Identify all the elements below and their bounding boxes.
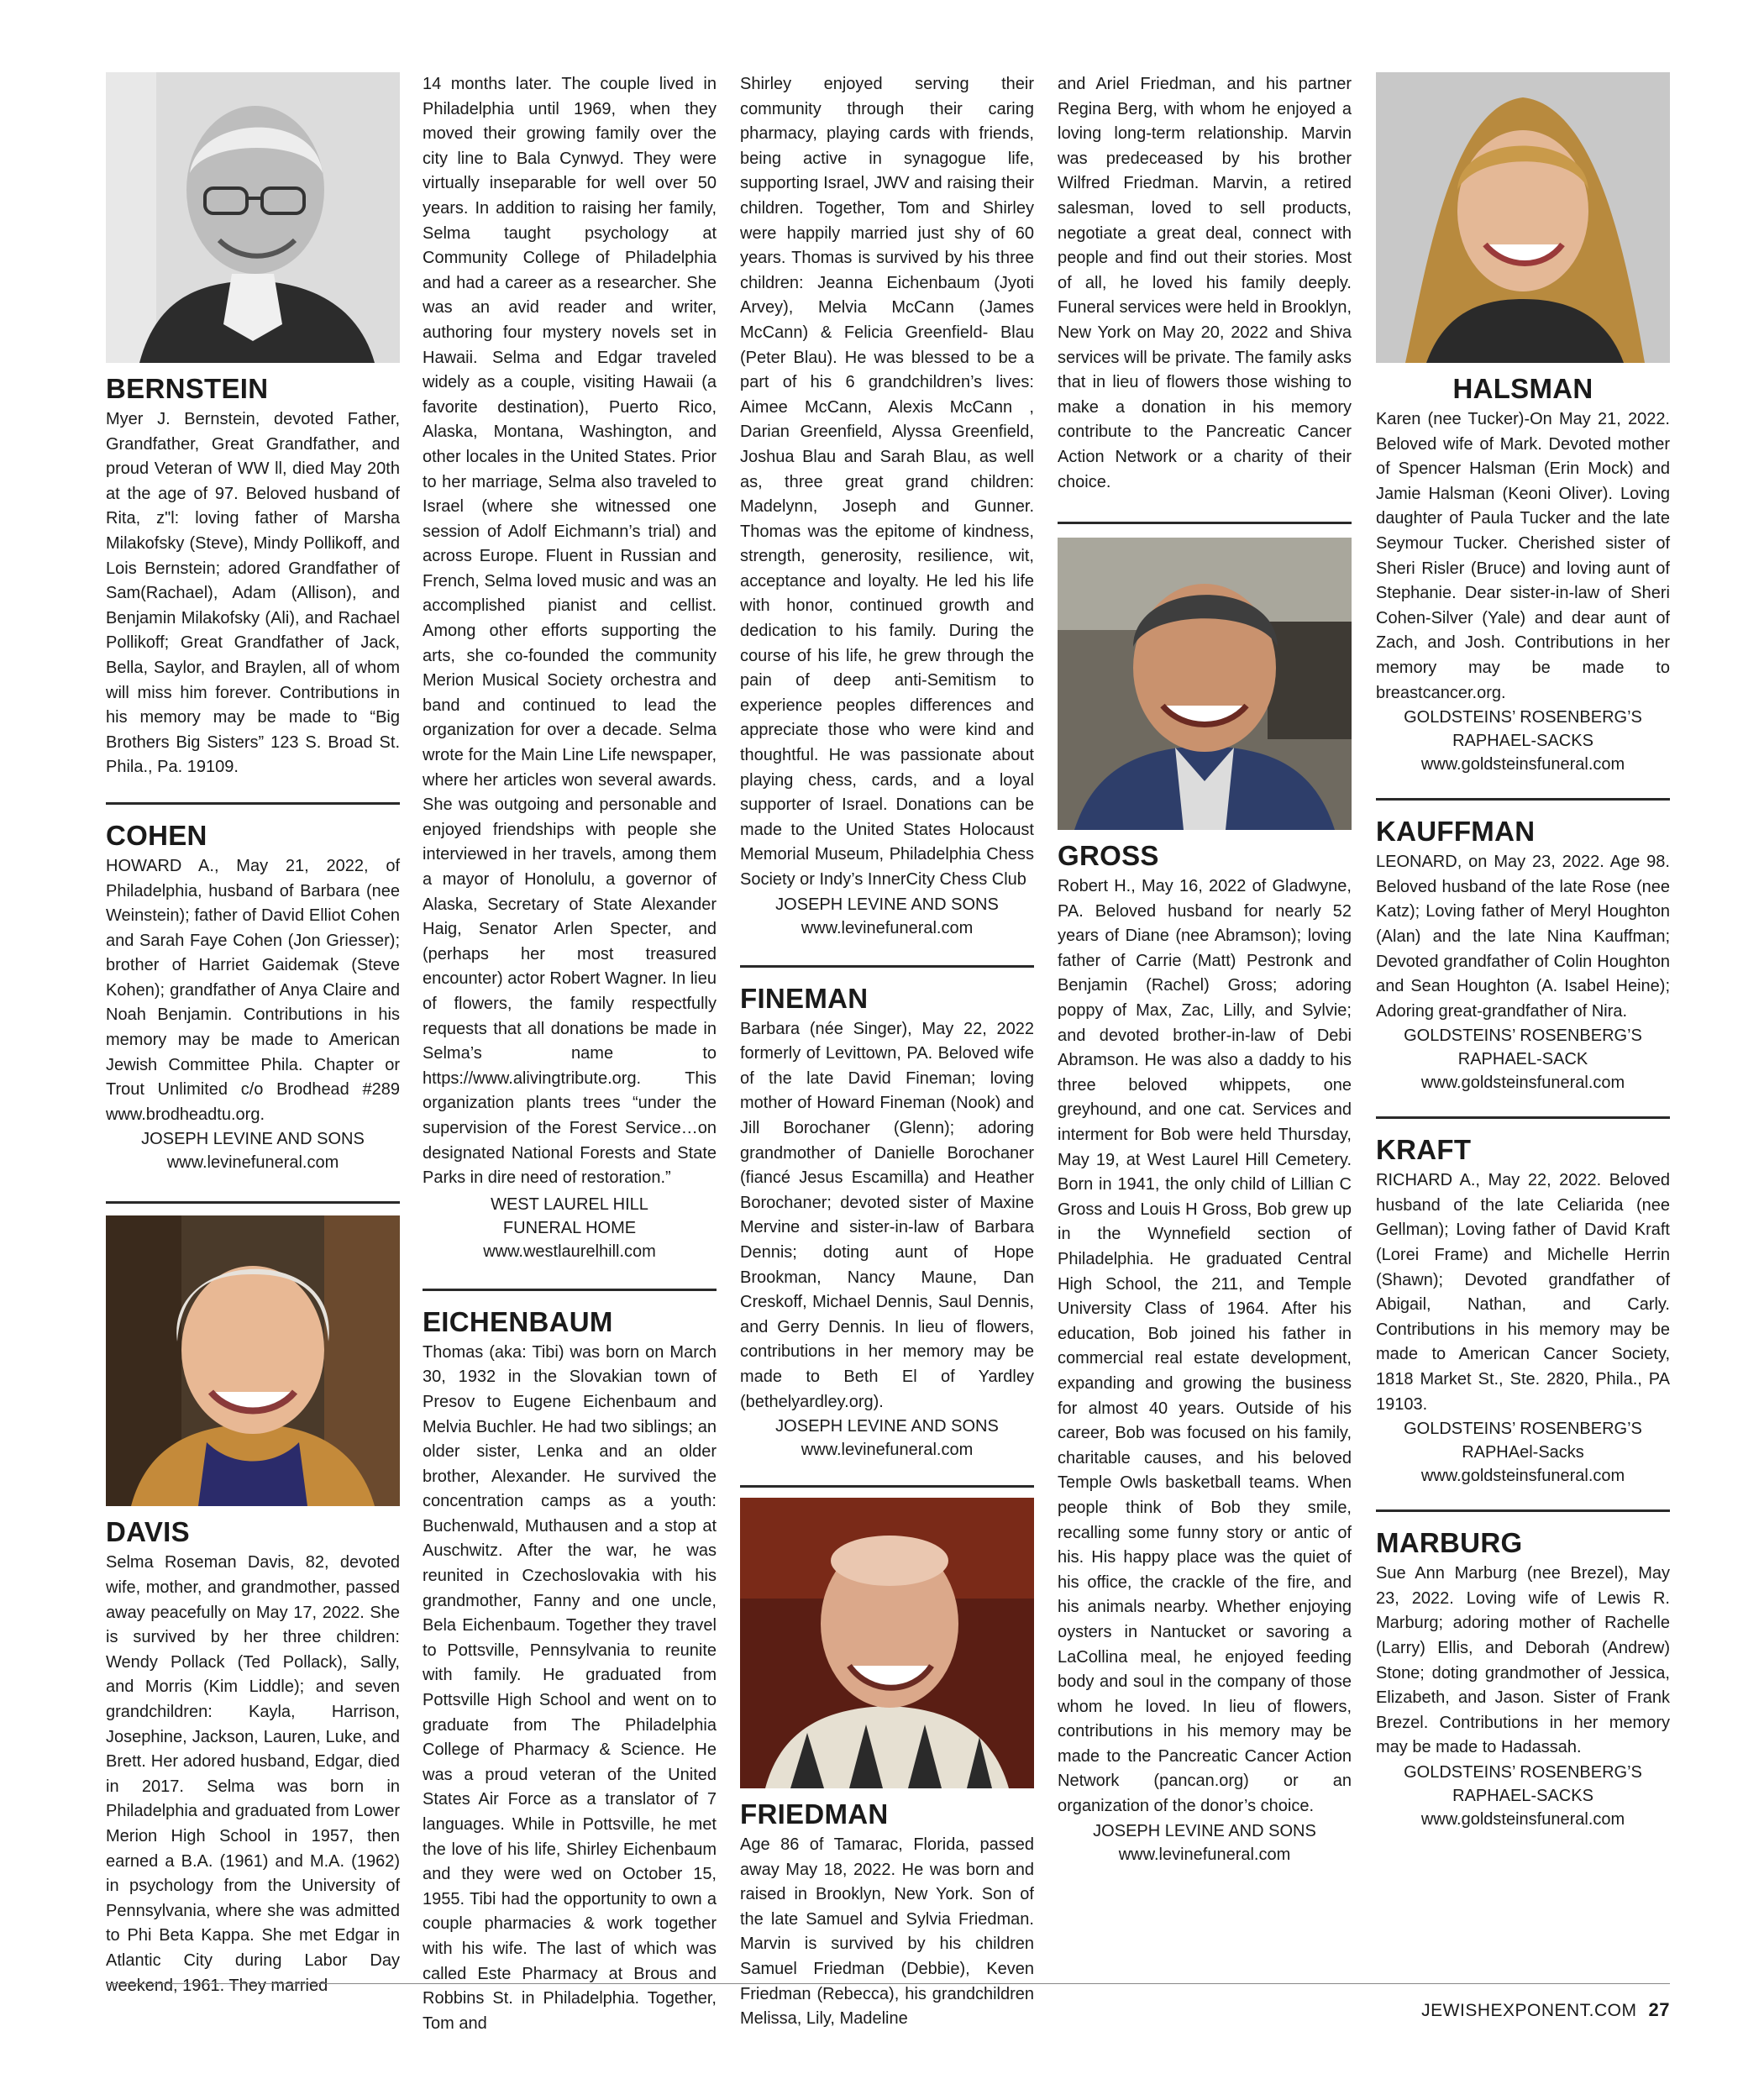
marburg-funeral-home-line2: RAPHAEL-SACKS (1452, 1786, 1593, 1805)
davis-funeral-url: www.westlaurelhill.com (483, 1242, 656, 1261)
eichenbaum-funeral-home: JOSEPH LEVINE AND SONS (775, 895, 999, 914)
column-1 (106, 72, 400, 1998)
friedman-text-continued: and Ariel Friedman, and his partner Regina Berg, with whom he enjoyed a loving long-term relationship. Marvin was predeceased by his brother Wilfred Friedman. Marvin, a retired salesman, loved to sell products, negotiate a great deal, connect with people and find out their stories. Most of all, he loved his family deeply. Funeral services were held in Brooklyn, New York on May 20, 2022 and Shiva services will be private. The family asks that in lieu of flowers those wishing to make a donation in his memory contribute to the Pancreatic Cancer Action Network or a charity of their choice. (1058, 75, 1352, 491)
page-number: 27 (1648, 1999, 1670, 2020)
fineman-funeral-url: www.levinefuneral.com (801, 1441, 974, 1460)
cohen-funeral-url: www.levinefuneral.com (166, 1153, 339, 1173)
fineman-text: Barbara (née Singer), May 22, 2022 formerly of Levittown, PA. Beloved wife of the late David Fineman; loving mother of Howard Fineman (Nook) and Jill Borochaner (Glenn); adoring grandmother of Danielle Borochaner (fiancé Jesus Escamilla) and Heather Borochaner; devoted sister of Maxine Mervine and sister-in-law of Barbara Dennis; doting aunt of Hope Brookman, Nancy Maune, Dan Creskoff, Michael Dennis, Saul Dennis, and Gerry Dennis. In lieu of flowers, contributions in her memory may be made to Beth El of Yardley (bethelyardley.org). (740, 1019, 1034, 1411)
gross-funeral-url: www.levinefuneral.com (1118, 1845, 1291, 1864)
divider (423, 1289, 717, 1291)
divider (740, 965, 1034, 968)
divider (106, 1201, 400, 1204)
friedman-name: FRIEDMAN (740, 1798, 889, 1830)
divider (1376, 1509, 1670, 1512)
column-5 (1376, 72, 1670, 1831)
eichenbaum-text-continued: Shirley enjoyed serving their community through their caring pharmacy, playing cards with friends, being active in synagogue life, supporting Israel, JWV and raising their children. Together, Tom and Shirley were happily married just shy of 60 years. Thomas is survived by his three children: Jeanna Eichenbaum (Jyoti Arvey), Melvia McCann (James McCann) & Felicia Greenfield- Blau (Peter Blau). He was blessed to be a part of his 6 grandchildren’s lives: Aimee McCann, Alexis McCann , Darian Greenfield, Alyssa Greenfield, Joshua Blau and Sarah Blau, as well as, three great grand children: Madelynn, Joseph and Gunner. Thomas was the epitome of kindness, strength, generosity, resilience, wit, acceptance and loyalty. He led his life with honor, continued growth and dedication to his family. During the course of his life, he grew through the pain of deep anti-Semitism to experience peoples differences and appreciate those who were kind and thoughtful. He was passionate about playing chess, cards, and a loyal supporter of Israel. Donations can be made to the United States Holocaust Memorial Museum, Philadelphia Chess Society or Indy’s InnerCity Chess Club (740, 75, 1034, 889)
friedman-text: Age 86 of Tamarac, Florida, passed away May 18, 2022. He was born and raised in Brooklyn, New York. Son of the late Samuel and Sylvia Friedman. Marvin is survived by his children Samuel Friedman (Debbie), Keven Friedman (Rebecca), his grandchildren Melissa, Lily, Madeline (740, 1835, 1034, 2029)
kraft-funeral-url: www.goldsteinsfuneral.com (1420, 1467, 1625, 1486)
bernstein-name: BERNSTEIN (106, 373, 269, 404)
fineman-funeral-home: JOSEPH LEVINE AND SONS (775, 1417, 999, 1436)
column-4 (1058, 72, 1352, 1866)
davis-funeral-home-line1: WEST LAUREL HILL (491, 1194, 648, 1214)
friedman-photo (740, 1498, 1034, 1788)
halsman-funeral-home-line1: GOLDSTEINS’ ROSENBERG’S (1404, 708, 1642, 727)
cohen-text: HOWARD A., May 21, 2022, of Philadelphia, husband of Barbara (nee Weinstein); father of David Elliot Cohen and Sarah Faye Cohen (Jon Griesser); brother of Harriet Gaidemak (Steve Kohen); grandfather of Anya Claire and Noah Benjamin. Contributions in his memory may be made to American Jewish Committee Phila. Chapter or Trout Unlimited c/o Brodhead #289 www.brodheadtu.org. (106, 856, 400, 1124)
kraft-name: KRAFT (1376, 1134, 1472, 1166)
davis-photo (106, 1215, 400, 1506)
footer-site[interactable]: JEWISHEXPONENT.COM (1421, 2001, 1637, 2020)
gross-text: Robert H., May 16, 2022 of Gladwyne, PA. Beloved husband for nearly 52 years of Diane (nee Abramson); loving father of Carrie (Matt) Pestronk and Benjamin (Rachel) Gross; adoring poppy of Max, Zac, Lilly, and Sylvie; and devoted brother-in-law of Debi Abramson. He was also a daddy to his three beloved whippets, one greyhound, and one cat. Services and interment for Bob were held Thursday, May 19, at West Laurel Hill Cemetery. Born in 1941, the only child of Lillian C Gross and Louis H Gross, Bob grew up in the Wynnefield section of Philadelphia. He graduated Central High School, the 211, and Temple University Class of 1964. After his education, Bob joined his father in commercial real estate development, expanding and growing the business for almost 40 years. Outside of his career, Bob was focused on his family, charitable causes, and his beloved Temple Owls basketball teams. When people think of Bob they smile, recalling some funny story or antic of his. His happy place was the quiet of his office, the crackle of the fire, and his animals nearby. Whether enjoying oysters in Nantucket or savoring a LaCollina meal, he enjoyed feeding body and soul in the company of those whom he loved. In lieu of flowers, contributions in his memory may be made to the Pancreatic Cancer Action Network (pancan.org) or an organization of the donor’s choice. (1058, 877, 1352, 1816)
column-2 (423, 72, 717, 2036)
marburg-name: MARBURG (1376, 1527, 1523, 1559)
halsman-funeral-home-line2: RAPHAEL-SACKS (1452, 732, 1593, 751)
davis-name: DAVIS (106, 1516, 190, 1548)
column-3 (740, 72, 1034, 2032)
fineman-name: FINEMAN (740, 982, 869, 1014)
kauffman-funeral-home-line1: GOLDSTEINS’ ROSENBERG’S (1404, 1026, 1642, 1046)
eichenbaum-name: EICHENBAUM (423, 1305, 613, 1337)
kauffman-text: LEONARD, on May 23, 2022. Age 98. Beloved husband of the late Rose (nee Katz); Loving father of Meryl Houghton (Alan) and the late Nina Kauffman; Devoted grandfather of Colin Houghton and Sean Houghton (A. Isabel Heine); Adoring great-grandfather of Nira. (1376, 853, 1670, 1021)
davis-funeral-home-line2: FUNERAL HOME (502, 1218, 637, 1237)
bernstein-text: Myer J. Bernstein, devoted Father, Grandfather, Great Grandfather, and proud Veteran of WW ll, died May 20th at the age of 97. Beloved husband of Rita, z"l: loving father of Marsha Milakofsky (Steve), Mindy Pollikoff, and Lois Bernstein; adored Grandfather of Sam(Rachael), Adam (Allison), and Benjamin Milakofsky (Ali), and Rachael Pollikoff; Great Grandfather of Jack, Bella, Saylor, and Braylen, all of whom will miss him forever. Contributions in his memory may be made to “Big Brothers Big Sisters” 123 S. Broad St. Phila., Pa. 19109. (106, 410, 400, 777)
kauffman-funeral-url: www.goldsteinsfuneral.com (1420, 1074, 1625, 1093)
marburg-funeral-home-line1: GOLDSTEINS’ ROSENBERG’S (1404, 1762, 1642, 1782)
gross-photo (1058, 538, 1352, 830)
divider (1058, 522, 1352, 524)
footer-rule (106, 1983, 1670, 1984)
halsman-text: Karen (nee Tucker)-On May 21, 2022. Beloved wife of Mark. Devoted mother of Spencer Halsman (Erin Mock) and Jamie Halsman (Keoni Oliver). Loving daughter of Paula Tucker and the late Seymour Tucker. Cherished sister of Sheri Risler (Bruce) and loving aunt of Stephanie. Dear sister-in-law of Sheri Cohen-Silver (Yale) and dear aunt of Zach, and Josh. Contributions in her memory may be made to breastcancer.org. (1376, 410, 1670, 702)
kraft-funeral-home-line2: RAPHAel-Sacks (1462, 1443, 1584, 1462)
kauffman-name: KAUFFMAN (1376, 816, 1536, 848)
page-footer (1421, 1999, 1670, 2021)
divider (1376, 798, 1670, 801)
eichenbaum-text: Thomas (aka: Tibi) was born on March 30, 1932 in the Slovakian town of Presov to Eugene Eichenbaum and Melvia Buchler. He had two siblings; an older sister, Lenka and an older brother, Alexander. He survived the concentration camps as a youth: Buchenwald, Muthausen and a stop at Auschwitz. After the war, he was reunited in Czechoslovakia with his grandmother, Fanny and one uncle, Bela Eichenbaum. Together they travel to Pottsville, Pennsylvania to reunite with family. He graduated from Pottsville High School and went on to graduate from The Philadelphia College of Pharmacy & Science. He was a proud veteran of the United States Air Force as a translator of 7 languages. While in Pottsville, he met the love of his life, Shirley Eichenbaum and they were wed on October 15, 1955. Tibi had the opportunity to own a couple pharmacies & work together with his wife. The last of which was called Este Pharmacy at Brous and Robbins St. in Philadelphia. Together, Tom and (423, 1342, 717, 2033)
davis-text: Selma Roseman Davis, 82, devoted wife, mother, and grandmother, passed away peacefully on May 17, 2022. She is survived by her three children: Wendy Pollack (Ted Pollack), Sally, and Morris (Kim Liddle); and seven grandchildren: Kayla, Harrison, Josephine, Jackson, Lauren, Luke, and Brett. Her adored husband, Edgar, died in 2017. Selma was born in Philadelphia and graduated from Lower Merion High School in 1957, then earned a B.A. (1961) and M.A. (1962) in psychology from the University of Pennsylvania, where she was admitted to Phi Beta Kappa. She met Edgar in Atlantic City during Labor Day weekend, 1961. They married (106, 1553, 400, 1995)
gross-name: GROSS (1058, 840, 1159, 872)
kraft-text: RICHARD A., May 22, 2022. Beloved husband of the late Celiarida (nee Gellman); Loving father of David Kraft (Lorei Frame) and Michelle Herrin (Shawn); Devoted grandfather of Abigail, Nathan, and Carly. Contributions in his memory may be made to American Cancer Society, 1818 Market St., Ste. 2820, Phila., PA 19103. (1376, 1171, 1670, 1414)
bernstein-photo (106, 72, 400, 363)
cohen-name: COHEN (106, 819, 207, 851)
cohen-funeral-home: JOSEPH LEVINE AND SONS (141, 1130, 365, 1149)
marburg-funeral-url: www.goldsteinsfuneral.com (1420, 1809, 1625, 1829)
kauffman-funeral-home-line2: RAPHAEL-SACK (1457, 1050, 1588, 1069)
kraft-funeral-home-line1: GOLDSTEINS’ ROSENBERG’S (1404, 1420, 1642, 1439)
gross-funeral-home: JOSEPH LEVINE AND SONS (1093, 1821, 1316, 1840)
halsman-name: HALSMAN (1452, 373, 1593, 404)
divider (740, 1485, 1034, 1488)
halsman-funeral-url: www.goldsteinsfuneral.com (1420, 755, 1625, 774)
marburg-text: Sue Ann Marburg (nee Brezel), May 23, 2022. Loving wife of Lewis R. Marburg; adoring mother of Rachelle (Larry) Ellis, and Deborah (Andrew) Stone; doting grandmother of Jessica, Elizabeth, and Jason. Sister of Frank Brezel. Contributions in her memory may be made to Hadassah. (1376, 1564, 1670, 1757)
halsman-photo (1376, 72, 1670, 363)
davis-text-continued: 14 months later. The couple lived in Philadelphia until 1969, when they moved their growing family over the city line to Bala Cynwyd. They were virtually inseparable for well over 50 years. In addition to raising her family, Selma taught psychology at Community College of Philadelphia and had a career as a researcher. She was an avid reader and writer, authoring four mystery novels set in Hawaii. Selma and Edgar traveled widely as a couple, visiting Hawaii (a favorite destination), Puerto Rico, Alaska, Montana, Washington, and other locales in the United States. Prior to her marriage, Selma also traveled to Israel (where she witnessed one session of Adolf Eichmann’s trial) and across Europe. Fluent in Russian and French, Selma loved music and was an accomplished pianist and cellist. Among other efforts supporting the arts, she co-founded the community Merion Musical Society orchestra and band and continued to lead the organization for over a decade. Selma wrote for the Main Line Life newspaper, where her articles won several awards. She was outgoing and personable and enjoyed friendships with people she interviewed in her travels, among them a mayor of Honolulu, a governor of Alaska, Secretary of State Alexander Haig, Senator Arlen Specter, and (perhaps her most treasured encounter) actor Robert Wagner. In lieu of flowers, the family respectfully requests that all donations be made in Selma’s name to https://www.alivingtribute.org. This organization plants trees “under the supervision of the Forest Service…on designated National Forests and State Parks in dire need of restoration.” (423, 75, 717, 1188)
divider (1376, 1116, 1670, 1119)
eichenbaum-funeral-url: www.levinefuneral.com (801, 918, 974, 937)
divider (106, 802, 400, 805)
